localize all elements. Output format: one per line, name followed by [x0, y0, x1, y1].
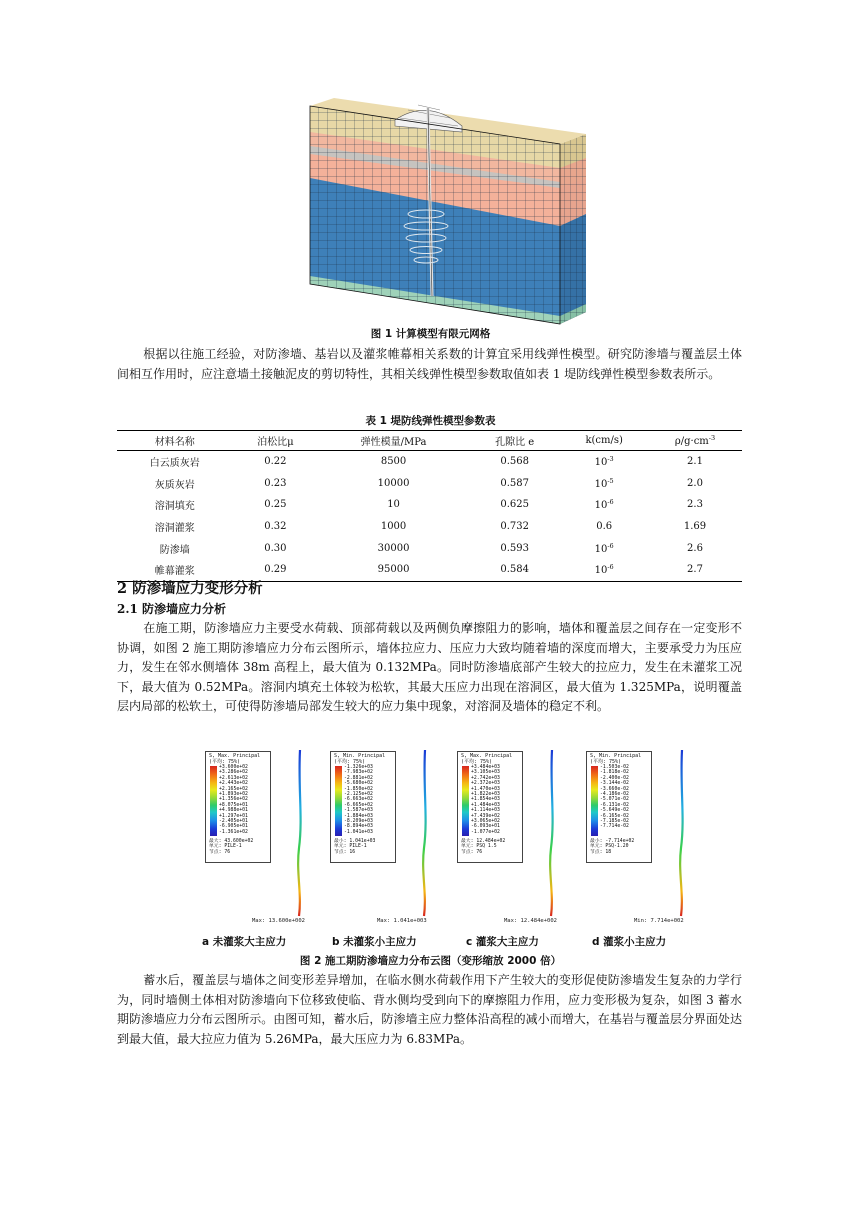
legend-value: +8.075e+01	[219, 802, 248, 808]
legend-title: S, Min. Principal (平均: 75%)	[334, 753, 386, 765]
legend-value: -6.131e-02	[600, 802, 629, 808]
legend-title: S, Max. Principal (平均: 75%)	[461, 753, 513, 765]
legend-value: +3.600e+02	[219, 765, 248, 770]
table-cell: 2.7	[648, 559, 742, 581]
table-row	[117, 494, 742, 516]
legend-value: -1.850e+02	[344, 786, 373, 792]
color-scale-bar	[210, 766, 217, 836]
legend-value: -6.905e+01	[219, 824, 248, 830]
table-header-cell: 弹性模量/MPa	[318, 431, 469, 451]
legend-value: -1.041e+03	[344, 829, 373, 835]
legend-values	[471, 765, 500, 835]
legend-value: +1.470e+03	[471, 786, 500, 792]
table-cell: 溶洞填充	[154, 501, 195, 513]
legend-value: -2.405e+01	[219, 819, 248, 825]
legend-value: +2.165e+02	[219, 786, 248, 792]
table-1-caption: 表 1 堤防线弹性模型参数表	[365, 415, 496, 427]
table-cell: 0.30	[264, 542, 287, 554]
table-cell: 0.32	[264, 521, 287, 533]
stress-legend	[457, 751, 523, 863]
table-cell: 10000	[377, 477, 410, 489]
legend-title: S, Max. Principal (平均: 75%)	[209, 753, 261, 765]
legend-value: -5.680e+02	[344, 781, 373, 787]
legend-footer: 最小: 1.041e+03 单元: PILE-1 节点: 16	[334, 839, 376, 855]
deformed-wall-plot	[668, 748, 698, 918]
legend-values	[219, 765, 248, 835]
legend-value: -1.884e+03	[344, 813, 373, 819]
subcaption-b: b 未灌浆小主应力	[332, 936, 417, 948]
legend-footer: 最大: 43.600e+02 单元: PILE-1 节点: 76	[209, 839, 254, 855]
section-2-heading: 2 防渗墙应力变形分析	[117, 580, 263, 597]
legend-value: -6.665e+02	[344, 802, 373, 808]
figure-1-caption: 图 1 计算模型有限元网格	[370, 328, 491, 340]
legend-value: -1.326e+03	[344, 765, 373, 770]
table-row	[117, 537, 742, 559]
table-cell: 10	[387, 499, 400, 511]
table-cell: 0.22	[264, 456, 287, 468]
table-header-cell: k(cm/s)	[560, 431, 648, 451]
stress-legend	[205, 751, 271, 863]
subcaption-c: c 灌浆大主应力	[466, 936, 539, 948]
legend-values	[600, 765, 629, 830]
table-row	[117, 451, 742, 473]
deformed-wall-plot	[411, 748, 441, 918]
table-cell: 8500	[380, 456, 407, 468]
legend-value: +2.613e+02	[219, 775, 248, 781]
legend-value: +1.854e+03	[471, 797, 500, 803]
table-row	[117, 473, 742, 495]
legend-value: +2.372e+03	[471, 781, 500, 787]
legend-footer: 最小: -7.714e+02 单元: PSQ-1.20 节点: 18	[590, 839, 635, 855]
panel-extreme-note: Max: 1.041e+003	[377, 918, 427, 924]
legend-value: +3.286e+02	[219, 770, 248, 776]
legend-value: -1.818e-02	[600, 770, 629, 776]
legend-value: +3.484e+03	[471, 765, 500, 770]
paragraph-1-text: 根据以往施工经验，对防渗墙、基岩以及灌浆帷幕相关系数的计算宜采用线弹性模型。研究防渗墙与覆盖层土体间相互作用时，应注意墙土接触泥皮的剪切特性，其相关线弹性模型参数取值如表 1 堤防线弹性模型参数表所示。	[117, 347, 742, 381]
table-cell: 0.23	[264, 477, 287, 489]
legend-value: +3.065e+02	[471, 819, 500, 825]
legend-value: +7.439e+02	[471, 813, 500, 819]
table-cell: 0.25	[264, 499, 287, 511]
table-cell: 30000	[377, 542, 410, 554]
table-cell: 1000	[380, 521, 407, 533]
legend-value: -6.165e-02	[600, 813, 629, 819]
table-cell: 防渗墙	[159, 544, 190, 556]
legend-value: -2.400e-02	[600, 775, 629, 781]
legend-value: -1.587e+03	[344, 808, 373, 814]
legend-value: -4.186e-02	[600, 792, 629, 798]
legend-value: -7.714e-02	[600, 824, 629, 830]
deformed-wall-plot	[286, 748, 316, 918]
table-header-cell: 泊松比μ	[233, 431, 319, 451]
legend-value: +1.297e+01	[219, 813, 248, 819]
paragraph-1	[117, 345, 742, 384]
table-cell: 溶洞灌浆	[154, 523, 195, 535]
color-scale-bar	[335, 766, 342, 836]
table-cell: $10^{-5}$	[594, 476, 614, 490]
figure-2-caption: 图 2 施工期防渗墙应力分布云图（变形缩放 2000 倍）	[299, 955, 562, 967]
table-cell: $10^{-3}$	[594, 455, 614, 469]
table-cell: 0.587	[500, 477, 529, 489]
table-cell: 白云质灰岩	[149, 458, 200, 470]
legend-value: +4.988e+01	[219, 808, 248, 814]
legend-value: -1.361e+02	[219, 829, 248, 835]
table-cell: 1.69	[683, 521, 707, 533]
legend-title: S, Min. Principal (平均: 75%)	[590, 753, 642, 765]
table-row	[117, 516, 742, 538]
legend-value: +3.105e+03	[471, 770, 500, 776]
legend-value: -2.881e+02	[344, 775, 373, 781]
legend-value: -1.077e+02	[471, 829, 500, 835]
stress-legend	[586, 751, 652, 863]
legend-value: +1.822e+03	[471, 792, 500, 798]
table-cell: 灰质灰岩	[154, 479, 195, 491]
legend-values	[344, 765, 373, 835]
section-2-1-heading: 2.1 防渗墙应力分析	[117, 602, 227, 616]
wall-curve	[680, 750, 682, 916]
legend-value: +1.893e+02	[219, 792, 248, 798]
table-cell: 0.584	[469, 559, 560, 581]
legend-value: -7.983e+02	[344, 770, 373, 776]
panel-extreme-note: Max: 13.600e+002	[252, 918, 305, 924]
legend-value: -3.144e-02	[600, 781, 629, 787]
color-scale-bar	[462, 766, 469, 836]
legend-value: -5.071e-02	[600, 797, 629, 803]
table-cell: 2.0	[687, 477, 703, 489]
legend-value: -6.093e+01	[471, 824, 500, 830]
legend-footer: 最大: 12.484e+02 单元: PSQ 1.5 节点: 76	[461, 839, 506, 855]
legend-value: +2.742e+03	[471, 775, 500, 781]
paragraph-3	[117, 971, 742, 1049]
wall-curve	[298, 750, 300, 916]
table-header-cell: $\rho/g\cdot cm^{-3}$	[648, 431, 742, 451]
table-cell: 0.568	[500, 456, 529, 468]
legend-value: -5.649e-02	[600, 808, 629, 814]
subcaption-a: a 未灌浆大主应力	[202, 936, 287, 948]
subcaption-d: d 灌浆小主应力	[592, 936, 667, 948]
table-cell: $10^{-6}$	[594, 498, 614, 512]
legend-value: +2.443e+02	[219, 781, 248, 787]
table-cell: 0.593	[500, 542, 529, 554]
panel-extreme-note: Max: 12.484e+002	[504, 918, 557, 924]
paragraph-3-text: 蓄水后，覆盖层与墙体之间变形差异增加，在临水侧水荷载作用下产生较大的变形促使防渗墙发生复杂的力学行为，同时墙侧土体相对防渗墙向下位移致使临、背水侧均受到向下的摩擦阻力作用，应力变形极为复杂，如图 3 蓄水期防渗墙应力分布云图所示。由图可知，蓄水后，防渗墙主应力整体沿高程的减小而增大，在基岩与覆盖层分界面处达到最大值，最大拉应力值为 5.26MPa，最大压应力为 6.83MPa。	[117, 973, 742, 1046]
3d-mesh-image	[300, 96, 600, 326]
legend-value: +1.114e+03	[471, 808, 500, 814]
table-header-cell: 孔隙比 e	[469, 431, 560, 451]
deformed-wall-plot	[538, 748, 568, 918]
legend-value: -3.660e-02	[600, 786, 629, 792]
wall-curve	[423, 750, 425, 916]
table-cell: 2.6	[687, 542, 703, 554]
table-header-cell: 材料名称	[117, 431, 233, 451]
legend-value: +1.484e+03	[471, 802, 500, 808]
table-cell: $10^{-6}$	[560, 559, 648, 581]
paragraph-2	[117, 619, 742, 717]
legend-value: -7.185e-02	[600, 819, 629, 825]
legend-value: +1.356e+02	[219, 797, 248, 803]
color-scale-bar	[591, 766, 598, 836]
legend-value: -6.663e+02	[344, 797, 373, 803]
table-1	[117, 430, 742, 582]
panel-extreme-note: Min: 7.714e+002	[634, 918, 684, 924]
stress-legend	[330, 751, 396, 863]
table-header-row	[117, 431, 742, 451]
table-cell: 0.6	[596, 521, 613, 533]
wall-curve	[550, 750, 552, 916]
table-cell: 帷幕灌浆	[117, 559, 233, 581]
paragraph-2-text: 在施工期，防渗墙应力主要受水荷载、顶部荷载以及两侧负摩擦阻力的影响，墙体和覆盖层之间存在一定变形不协调，如图 2 施工期防渗墙应力分布云图所示，墙体拉应力、压应力大致均随着墙的深度而增大，主要承受力为压应力，发生在邻水侧墙体 38m 高程上，最大值为 0.132MPa。同时防渗墙底部产生较大的拉应力，发生在未灌浆工况下，最大值为 0.52MPa。溶洞内填充土体较为松软，其最大压应力出现在溶洞区，最大值为 1.325MPa，说明覆盖层内局部的松软土，可使得防渗墙局部发生较大的应力集中现象，对溶洞及墙体的稳定不利。	[117, 621, 742, 713]
table-cell: 2.1	[687, 456, 703, 468]
legend-value: -1.503e-02	[600, 765, 629, 770]
legend-value: -8.894e+03	[344, 824, 373, 830]
table-cell: 2.3	[687, 499, 703, 511]
legend-value: -8.209e+03	[344, 819, 373, 825]
table-cell: 0.732	[500, 521, 529, 533]
table-cell: 95000	[318, 559, 469, 581]
legend-value: -2.125e+02	[344, 792, 373, 798]
table-cell: 0.625	[500, 499, 529, 511]
table-cell: $10^{-6}$	[594, 541, 614, 555]
table-cell: 0.29	[233, 559, 319, 581]
